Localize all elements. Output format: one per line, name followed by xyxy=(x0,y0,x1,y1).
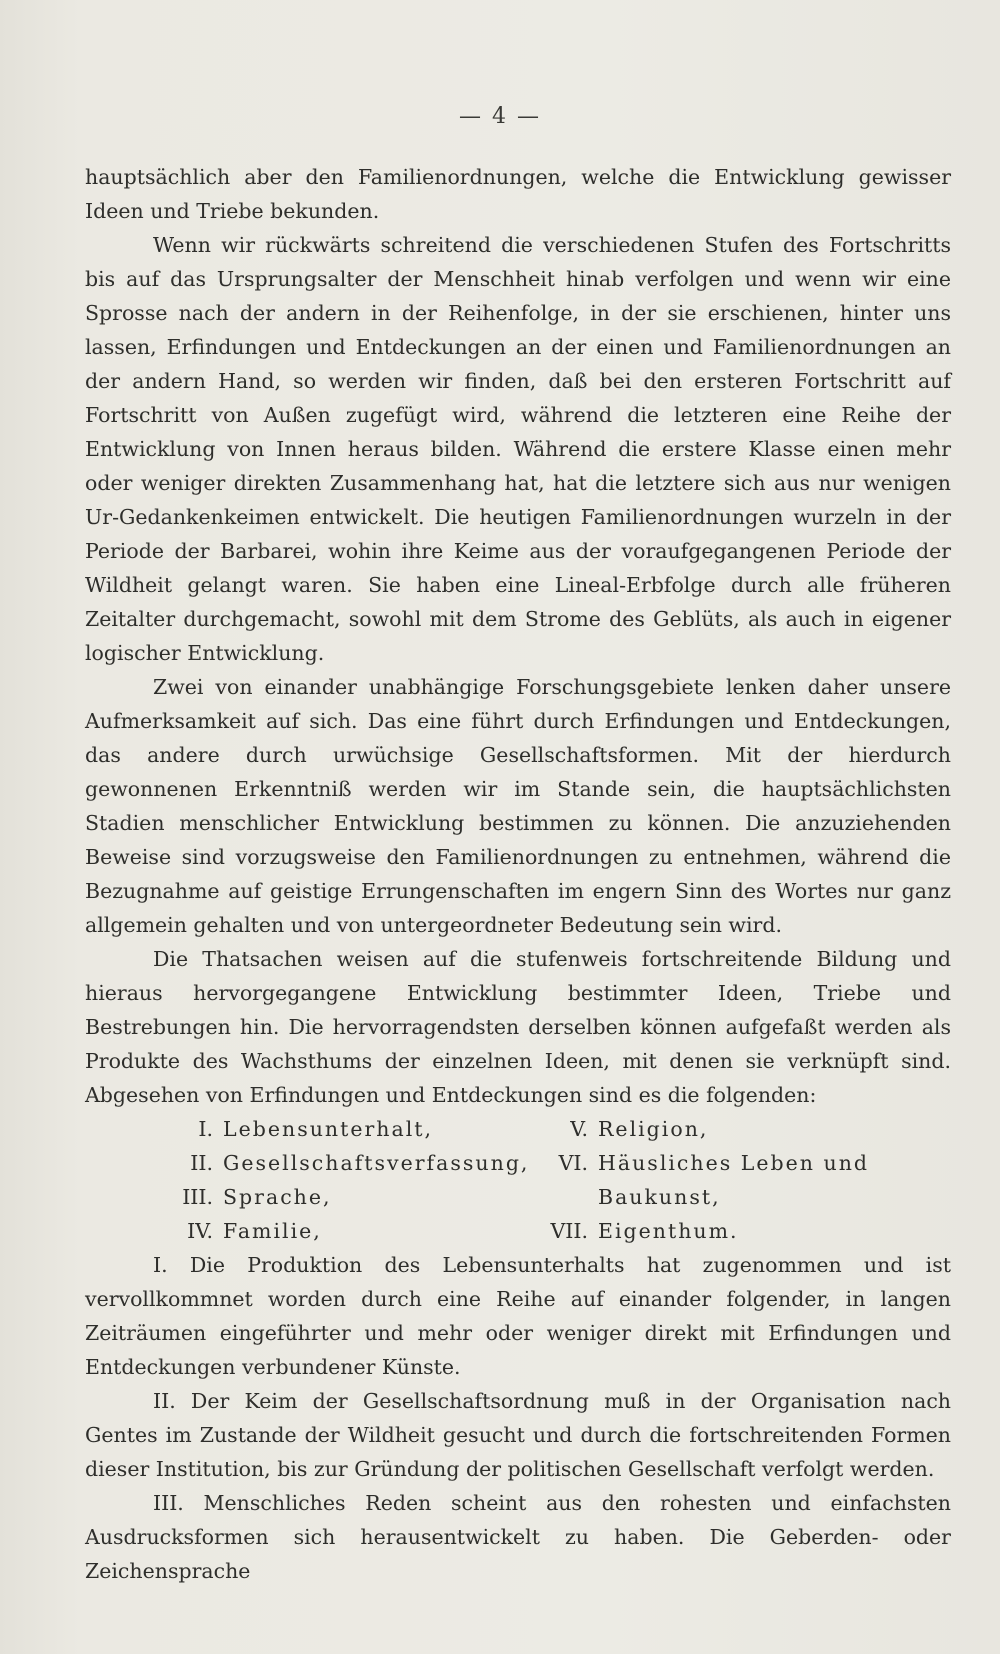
paragraph: III. Menschliches Reden scheint aus den rohesten und einfachsten Ausdrucksformen sich herausentwickelt zu haben. Die Geberden- oder Zeichensprache xyxy=(85,1491,951,1583)
ideas-list-right-column xyxy=(530,1112,869,1248)
list-item-number: III. xyxy=(182,1185,213,1209)
list-item xyxy=(530,1146,869,1180)
paragraph-continuation: hauptsächlich aber den Familienordnungen, welche die Entwicklung gewisser Ideen und Triebe bekunden. xyxy=(85,165,951,223)
list-item-label: Lebensunterhalt, xyxy=(223,1117,434,1141)
paragraph: Wenn wir rückwärts schreitend die verschiedenen Stufen des Fortschritts bis auf das Ursprungsalter der Menschheit hinab verfolgen und wenn wir eine Sprosse nach der andern in der Reihenfolge, in der sie erschienen, hinter uns lassen, Erfindungen und Entdeckungen an der einen und Familienordnungen an der andern Hand, so werden wir finden, daß bei den ersteren Fortschritt auf Fortschritt von Außen zugefügt wird, während die letzteren eine Reihe der Entwicklung von Innen heraus bilden. Während die erstere Klasse einen mehr oder weniger direkten Zusammenhang hat, hat die letztere sich aus nur wenigen Ur-Gedankenkeimen entwickelt. Die heutigen Familienordnungen wurzeln in der Periode der Barbarei, wohin ihre Keime aus der voraufgegangenen Periode der Wildheit gelangt waren. Sie haben eine Lineal-Erbfolge durch alle früheren Zeitalter durchgemacht, sowohl mit dem Strome des Geblüts, als auch in eigener logischer Entwicklung. xyxy=(85,233,951,665)
list-item-label: Gesellschaftsverfassung, xyxy=(223,1151,530,1175)
body-text xyxy=(85,160,951,1588)
list-item xyxy=(155,1112,529,1146)
list-item-number: VII. xyxy=(550,1219,588,1243)
list-item xyxy=(155,1146,529,1180)
list-item-number: II. xyxy=(190,1151,213,1175)
ideas-list-left-column xyxy=(155,1112,529,1248)
list-item-label: Familie, xyxy=(223,1219,322,1243)
list-item-number: VI. xyxy=(558,1151,588,1175)
list-item-number: I. xyxy=(198,1117,213,1141)
list-item-label: Religion, xyxy=(598,1117,709,1141)
list-item-label: Baukunst, xyxy=(598,1185,721,1209)
list-item-number: V. xyxy=(570,1117,588,1141)
paragraph: Zwei von einander unabhängige Forschungsgebiete lenken daher unsere Aufmerksamkeit auf sich. Das eine führt durch Erfindungen und Entdeckungen, das andere durch urwüchsige Gesellschaftsformen. Mit der hierdurch gewonnenen Erkenntniß werden wir im Stande sein, die hauptsächlichsten Stadien menschlicher Entwicklung bestimmen zu können. Die anzuziehenden Beweise sind vorzugsweise den Familienordnungen zu entnehmen, während die Bezugnahme auf geistige Errungenschaften im engern Sinn des Wortes nur ganz allgemein gehalten und von untergeordneter Bedeutung sein wird. xyxy=(85,675,951,937)
paragraph: II. Der Keim der Gesellschaftsordnung muß in der Organisation nach Gentes im Zustande der Wildheit gesucht und durch die fortschreitenden Formen dieser Institution, bis zur Gründung der politischen Gesellschaft verfolgt werden. xyxy=(85,1389,951,1481)
list-item xyxy=(530,1214,869,1248)
ideas-list xyxy=(85,1112,951,1248)
paragraph: Die Thatsachen weisen auf die stufenweis fortschreitende Bildung und hieraus hervorgegangene Entwicklung bestimmter Ideen, Triebe und Bestrebungen hin. Die hervorragendsten derselben können aufgefaßt werden als Produkte des Wachsthums der einzelnen Ideen, mit denen sie verknüpft sind. Abgesehen von Erfindungen und Entdeckungen sind es die folgenden: xyxy=(85,947,951,1107)
list-item-label: Sprache, xyxy=(223,1185,332,1209)
paragraph: I. Die Produktion des Lebensunterhalts hat zugenommen und ist vervollkommnet worden durch eine Reihe auf einander folgender, in langen Zeiträumen eingeführter und mehr oder weniger direkt mit Erfindungen und Entdeckungen verbundener Künste. xyxy=(85,1253,951,1379)
page-number: — 4 — xyxy=(459,104,541,129)
list-item xyxy=(155,1214,529,1248)
list-item xyxy=(530,1112,869,1146)
list-item xyxy=(155,1180,529,1214)
list-item-label: Häusliches Leben und xyxy=(598,1151,870,1175)
list-item-number: IV. xyxy=(187,1219,213,1243)
list-item-continuation xyxy=(530,1180,869,1214)
list-item-label: Eigenthum. xyxy=(598,1219,739,1243)
